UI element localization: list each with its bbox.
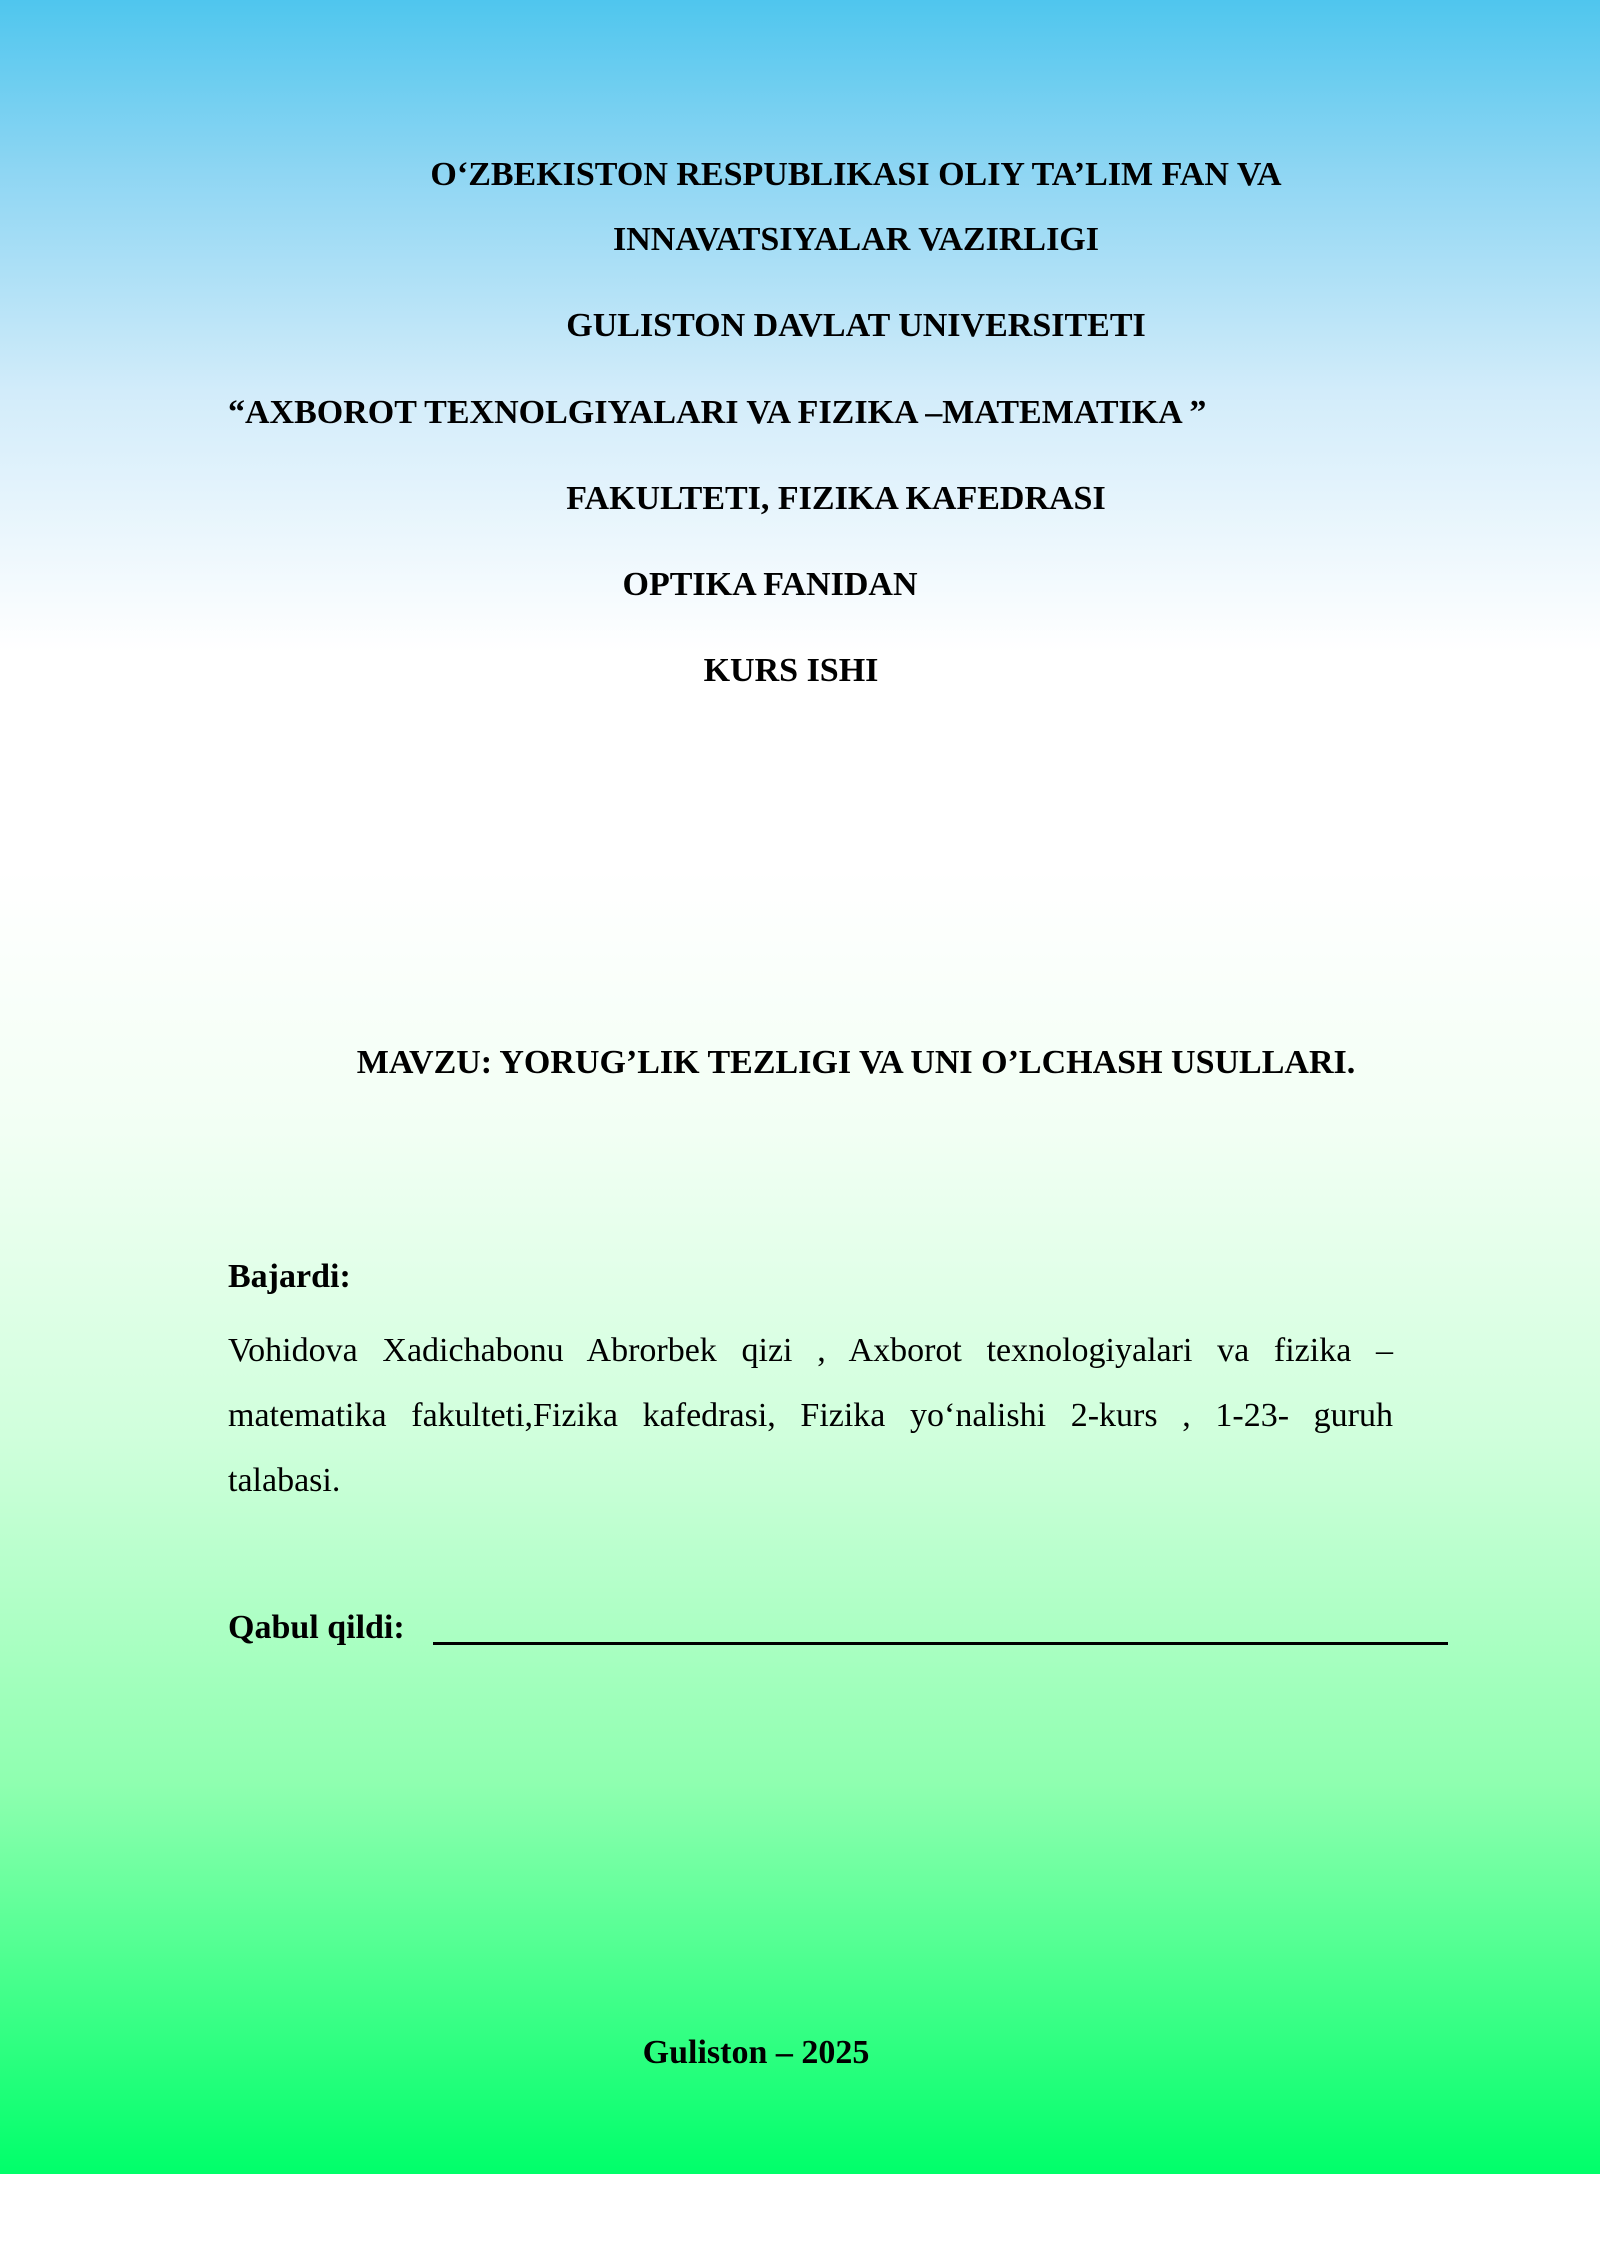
- topic-title: MAVZU: YORUG’LIK TEZLIGI VA UNI O’LCHASH USULLARI.: [356, 1044, 1356, 1081]
- author-description: [228, 1318, 1393, 1513]
- reviewer-label: Qabul qildi:: [228, 1609, 405, 1646]
- author-description-line1: Vohidova Xadichabonu Abrorbek qizi , Axborot texnologiyalari va fizika –: [228, 1332, 1393, 1369]
- ministry-title-line1: O‘ZBEKISTON RESPUBLIKASI OLIY TA’LIM FAN VA: [430, 156, 1282, 193]
- author-label: Bajardi:: [228, 1258, 351, 1295]
- signature-line: [433, 1642, 1448, 1645]
- faculty-name-line1: “AXBOROT TEXNOLGIYALARI VA FIZIKA –MATEMATIKA ”: [228, 394, 1207, 431]
- work-type-title: KURS ISHI: [703, 652, 879, 689]
- place-year: Guliston – 2025: [642, 2034, 870, 2071]
- university-name: GULISTON DAVLAT UNIVERSITETI: [566, 307, 1146, 344]
- author-description-line3: talabasi.: [228, 1462, 341, 1499]
- faculty-name-line2: FAKULTETI, FIZIKA KAFEDRASI: [566, 480, 1106, 517]
- ministry-title-line2: INNAVATSIYALAR VAZIRLIGI: [613, 221, 1099, 258]
- author-description-line2: matematika fakulteti,Fizika kafedrasi, Fizika yo‘nalishi 2-kurs , 1-23- guruh: [228, 1397, 1393, 1434]
- subject-title: OPTIKA FANIDAN: [622, 566, 918, 603]
